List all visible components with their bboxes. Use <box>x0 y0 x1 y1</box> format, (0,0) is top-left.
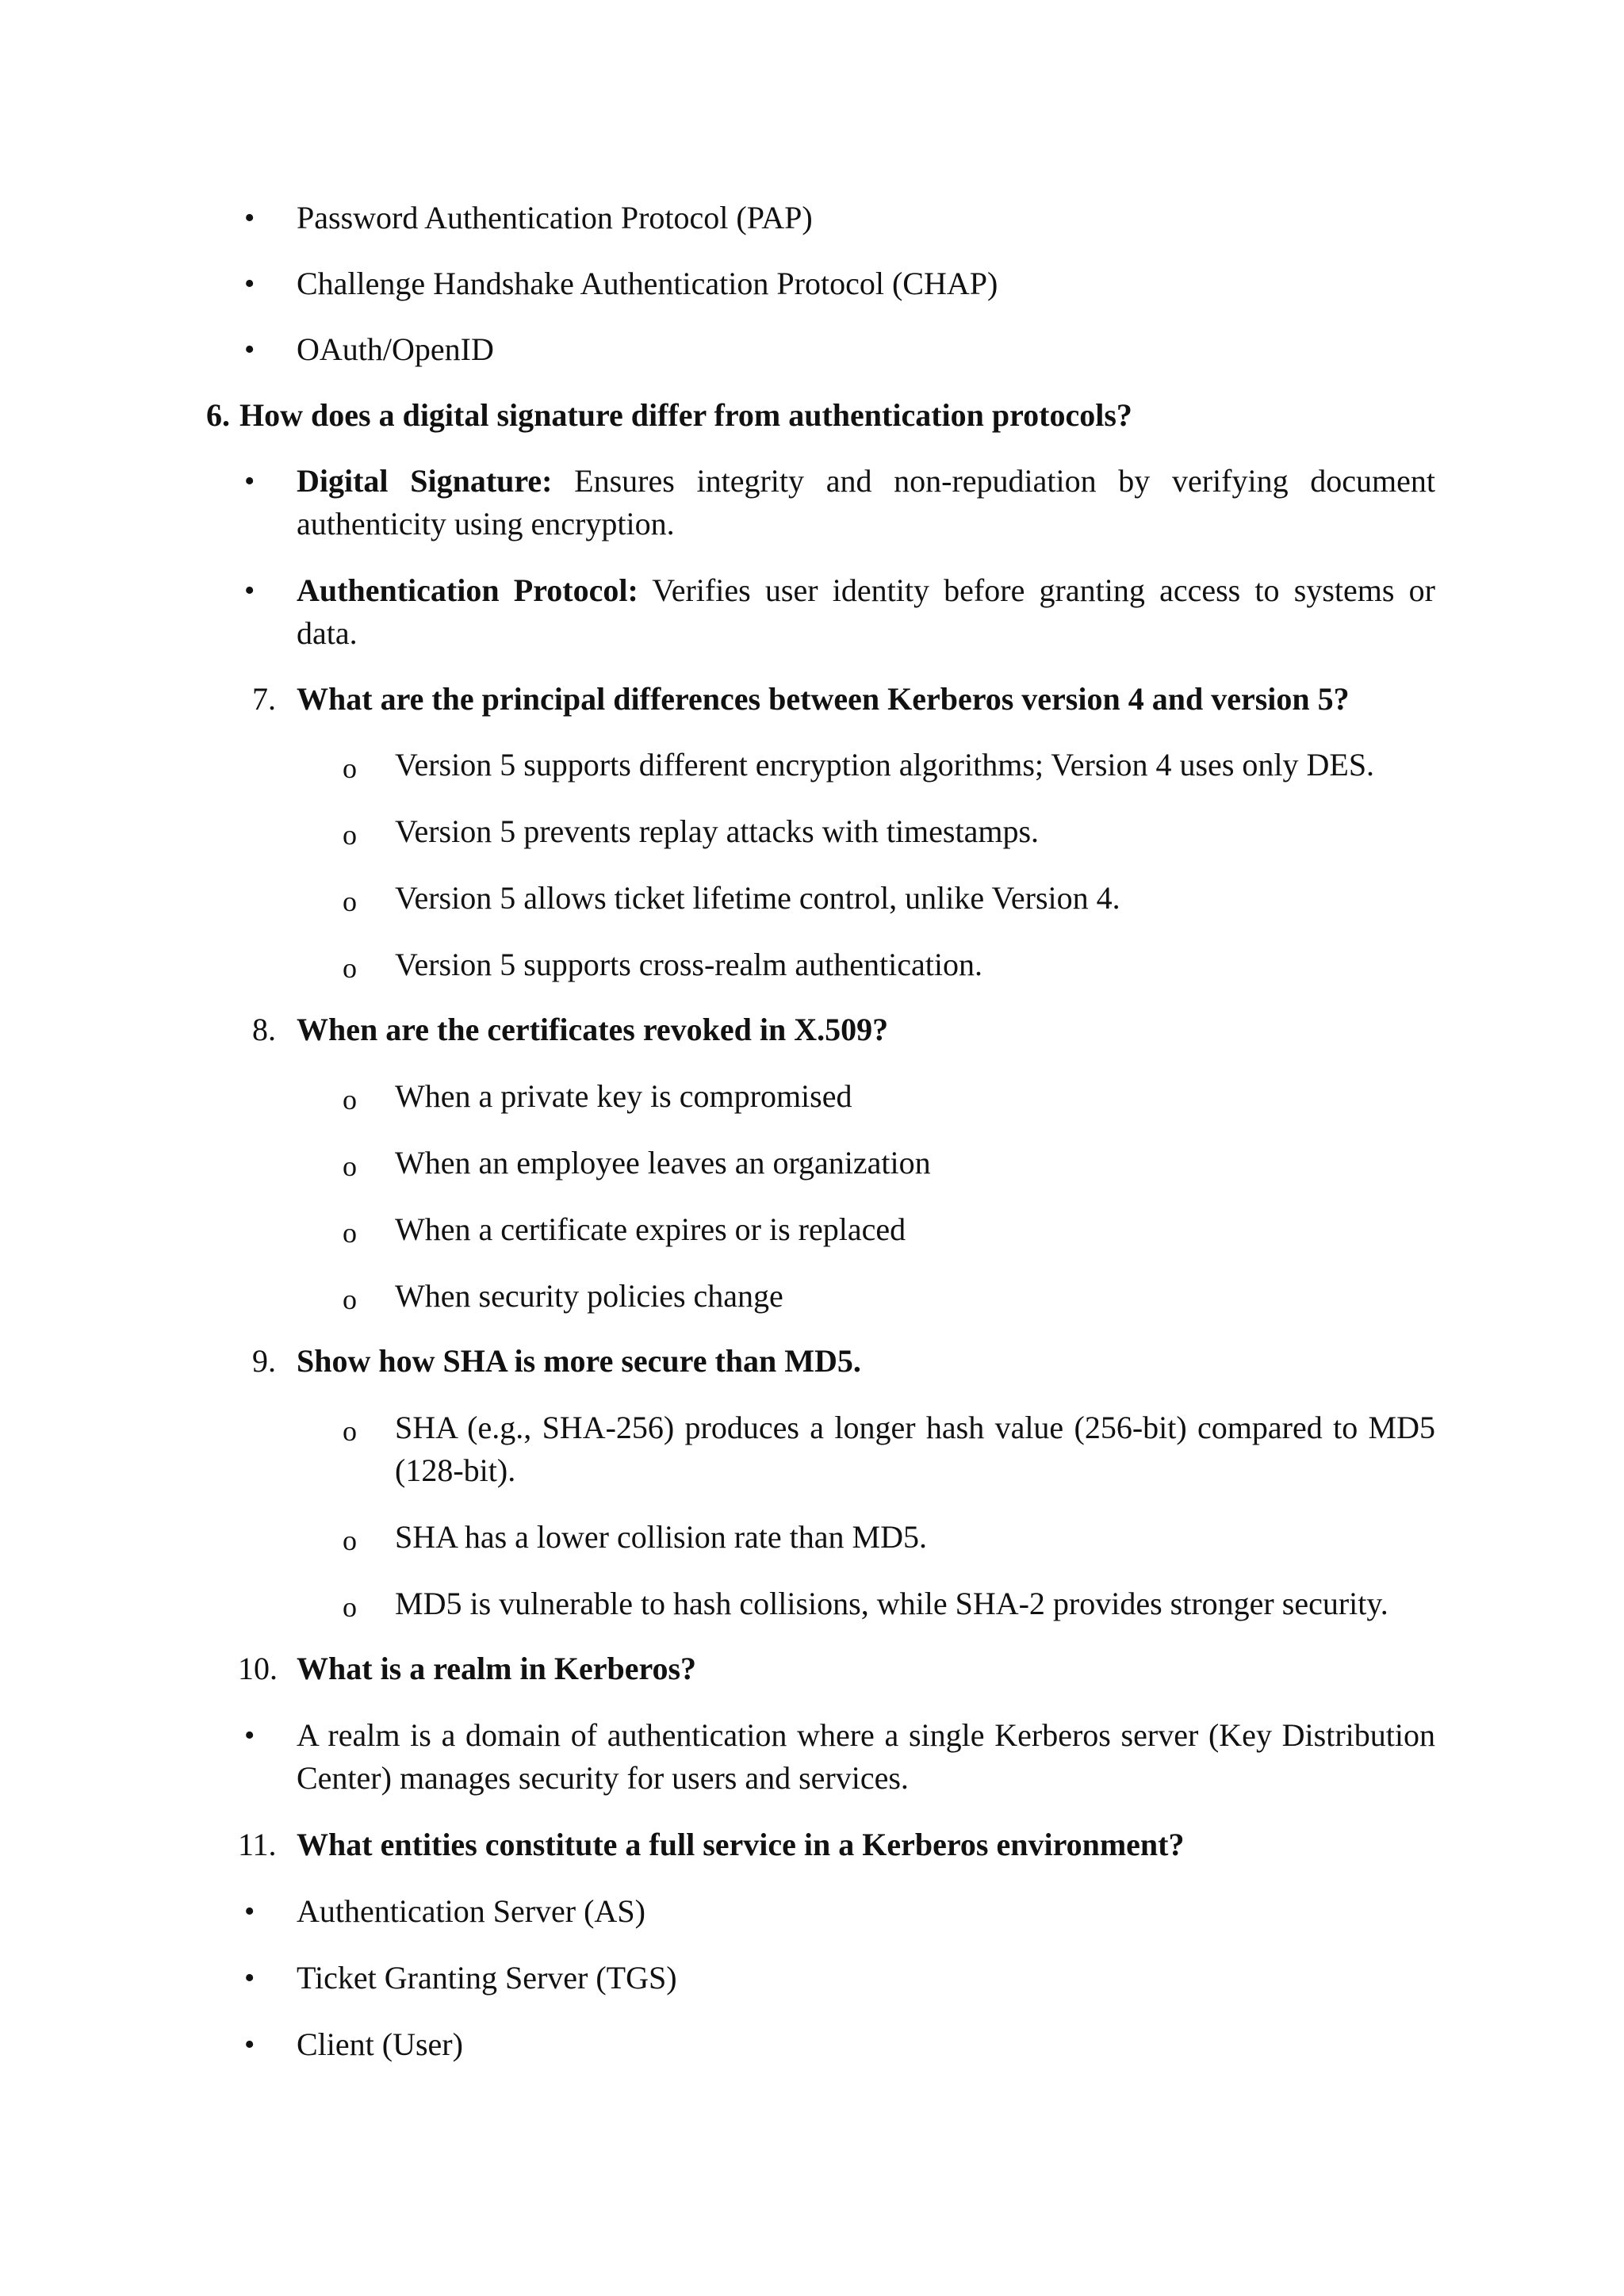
list-item-text: Authentication Server (AS) <box>297 1893 645 1929</box>
list-item-text <box>297 460 1435 545</box>
list-item <box>0 460 1624 547</box>
bullet-marker: • <box>244 1719 255 1752</box>
list-item-text: Client (User) <box>297 2026 463 2062</box>
list-item <box>0 1582 1624 1625</box>
term-description: A realm is a domain of authentication where a single Kerberos server (Key Distribution Center) manages security for users and services. <box>297 1717 1435 1796</box>
bullet-marker: • <box>244 1895 255 1928</box>
bullet-marker: • <box>244 267 255 300</box>
circle-marker: o <box>343 1525 357 1556</box>
list-item <box>0 2023 1624 2066</box>
list-item <box>0 197 1624 239</box>
question-text: What entities constitute a full service in a Kerberos environment? <box>297 1827 1185 1862</box>
list-item-text: Version 5 supports different encryption algorithms; Version 4 uses only DES. <box>395 747 1375 783</box>
question-text: What are the principal differences between Kerberos version 4 and version 5? <box>297 681 1350 717</box>
question-text: Show how SHA is more secure than MD5. <box>297 1343 861 1379</box>
question-number: 9. <box>252 1343 276 1379</box>
list-item-text: Password Authentication Protocol (PAP) <box>297 200 813 235</box>
circle-marker: o <box>343 1084 357 1115</box>
list-item <box>0 1890 1624 1933</box>
list-item-text: Version 5 allows ticket lifetime control, unlike Version 4. <box>395 880 1120 916</box>
circle-marker: o <box>343 952 357 984</box>
circle-marker: o <box>343 752 357 784</box>
list-item-text: SHA (e.g., SHA-256) produces a longer hash value (256-bit) compared to MD5 (128-bit). <box>395 1410 1435 1488</box>
list-item <box>0 810 1624 853</box>
list-item <box>0 1275 1624 1318</box>
question-text: How does a digital signature differ from authentication protocols? <box>239 397 1132 433</box>
list-item-text: When security policies change <box>395 1278 783 1314</box>
question-number: 8. <box>252 1012 276 1047</box>
list-item-text: When a private key is compromised <box>395 1078 852 1114</box>
list-item-text: Ticket Granting Server (TGS) <box>297 1960 677 1996</box>
list-item-text: Challenge Handshake Authentication Protocol (CHAP) <box>297 266 998 301</box>
circle-marker: o <box>343 1217 357 1249</box>
list-item-text: Version 5 supports cross-realm authentication. <box>395 947 982 982</box>
question-heading <box>0 1647 1624 1690</box>
list-item <box>0 1957 1624 1999</box>
list-item <box>0 262 1624 305</box>
question-heading <box>0 1008 1624 1051</box>
list-item-text: Version 5 prevents replay attacks with timestamps. <box>395 813 1040 849</box>
term-label: Authentication Protocol: <box>297 572 638 608</box>
term-label: Digital Signature: <box>297 463 553 499</box>
bullet-marker: • <box>244 465 255 498</box>
list-item <box>0 328 1624 371</box>
bullet-marker: • <box>244 574 255 607</box>
list-item <box>0 1406 1624 1494</box>
term-description: Ensures integrity and non-repudiation by verifying document authenticity using encryption. <box>297 463 1435 541</box>
list-item <box>0 1208 1624 1251</box>
term-description: Verifies user identity before granting access to systems or data. <box>297 572 1435 651</box>
list-item <box>0 1714 1624 1801</box>
bullet-marker: • <box>244 201 255 235</box>
question-number: 11. <box>238 1827 277 1862</box>
list-item <box>0 744 1624 786</box>
list-item <box>0 877 1624 920</box>
bullet-marker: • <box>244 333 255 366</box>
list-item <box>0 1516 1624 1559</box>
list-item <box>0 569 1624 656</box>
circle-marker: o <box>343 1415 357 1447</box>
list-item <box>0 1142 1624 1184</box>
circle-marker: o <box>343 819 357 851</box>
circle-marker: o <box>343 1284 357 1315</box>
question-number: 10. <box>238 1651 278 1686</box>
circle-marker: o <box>343 1150 357 1182</box>
list-item-text <box>297 1714 1435 1800</box>
list-item-text: When an employee leaves an organization <box>395 1145 931 1181</box>
list-item <box>0 943 1624 986</box>
bullet-marker: • <box>244 2028 255 2061</box>
question-heading <box>0 1340 1624 1383</box>
list-item-text <box>297 569 1435 655</box>
list-item <box>0 1075 1624 1118</box>
list-item-text: MD5 is vulnerable to hash collisions, while SHA-2 provides stronger security. <box>395 1586 1388 1621</box>
list-item-text: When a certificate expires or is replaced <box>395 1211 906 1247</box>
list-item-text: OAuth/OpenID <box>297 331 494 367</box>
question-heading <box>0 1823 1624 1866</box>
question-number: 6. <box>206 397 230 433</box>
list-item-text: SHA has a lower collision rate than MD5. <box>395 1519 927 1555</box>
question-text: When are the certificates revoked in X.509? <box>297 1012 889 1047</box>
question-number: 7. <box>252 681 276 717</box>
circle-marker: o <box>343 886 357 917</box>
circle-marker: o <box>343 1591 357 1623</box>
question-heading <box>0 678 1624 721</box>
question-heading <box>0 394 1624 437</box>
question-text: What is a realm in Kerberos? <box>297 1651 697 1686</box>
bullet-marker: • <box>244 1961 255 1995</box>
